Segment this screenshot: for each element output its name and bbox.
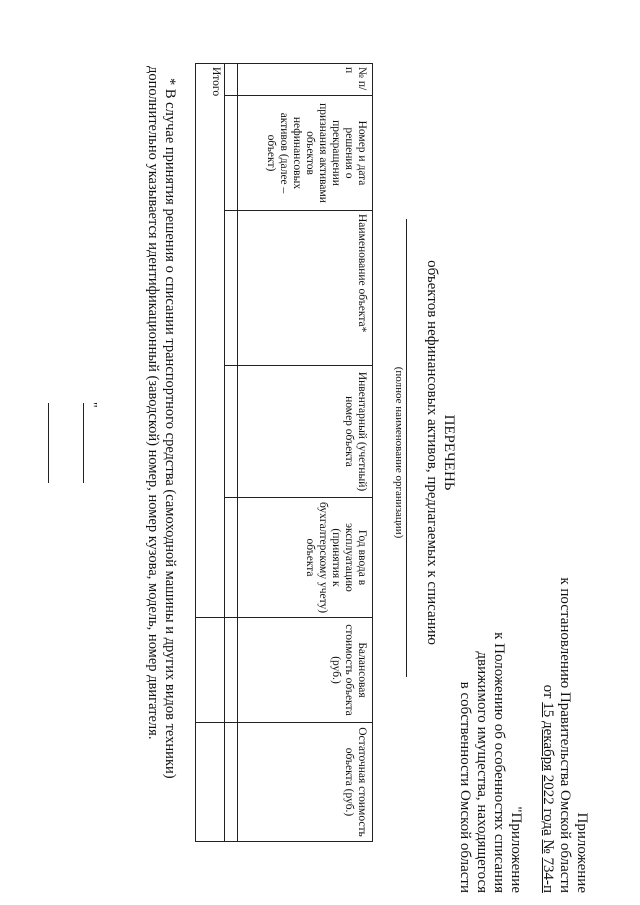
column-header-number: № п/п [238,64,373,96]
table-cell [225,64,238,96]
table-cell [225,211,238,366]
annex-heading: "Приложение [508,806,524,893]
column-header-commissioning-year: Год ввода в эксплуатацию (принятия к бухгалтерскому учету) объекта [238,498,373,618]
organization-name-line [406,219,407,677]
annex-line-3: движимого имущества, находящегося [474,651,490,893]
annex-line-4: в собственности Омской области [457,681,473,893]
title-subtitle: объектов нефинансовых активов, предлагаемых к списанию [424,260,440,645]
table-row [225,64,238,842]
table-cell [225,723,238,842]
approval-date-line [539,393,556,893]
approval-date-month: декабря [540,720,556,772]
table-header-row [238,64,373,842]
title-main: ПЕРЕЧЕНЬ [441,414,457,491]
total-residual-value-cell [196,723,225,842]
annex-block [456,393,524,893]
column-header-object-name: Наименование объекта* [238,211,373,366]
total-book-value-cell [196,618,225,723]
assets-table [195,63,373,842]
closing-line-top [83,403,84,483]
table-cell [225,618,238,723]
approval-number: 734-п [540,857,556,893]
table-cell [225,366,238,498]
table-cell [225,96,238,211]
approval-number-sign: № [540,839,556,854]
approval-block [539,393,590,893]
organization-name-caption: (полное наименование организации) [393,366,405,539]
closing-quote-mark: " [84,402,99,408]
column-header-book-value: Балансовая стоимость объекта (руб.) [238,618,373,723]
column-header-residual-value: Остаточная стоимость объекта (руб.) [238,723,373,842]
footnote [144,66,178,846]
annex-line-2: к Положению об особенностях списания [491,632,507,893]
total-label: Итого [196,64,225,618]
table-cell [225,498,238,618]
approval-heading: Приложение [574,812,590,893]
closing-line-bottom [48,403,49,483]
approval-date-year: 2022 года [540,774,556,836]
approval-resolution: к постановлению Правительства Омской области [557,577,573,893]
document-title [423,0,457,905]
column-header-decision: Номер и дата решения о прекращении признания активами объектов нефинансовых активов (далее – объект) [238,96,373,211]
footnote-line-2: дополнительно указывается идентификационный (заводской) номер, номер кузова, модель, номер двигателя. [145,66,161,740]
footnote-line-1: * В случае принятия решения о списании транспортного средства (самоходной машины и других видов техники) [162,78,178,779]
table-total-row [196,64,225,842]
approval-date-prefix: от [540,684,556,699]
approval-date-day: 15 [540,702,556,718]
column-header-inventory-number: Инвентарный (учетный) номер объекта [238,366,373,498]
